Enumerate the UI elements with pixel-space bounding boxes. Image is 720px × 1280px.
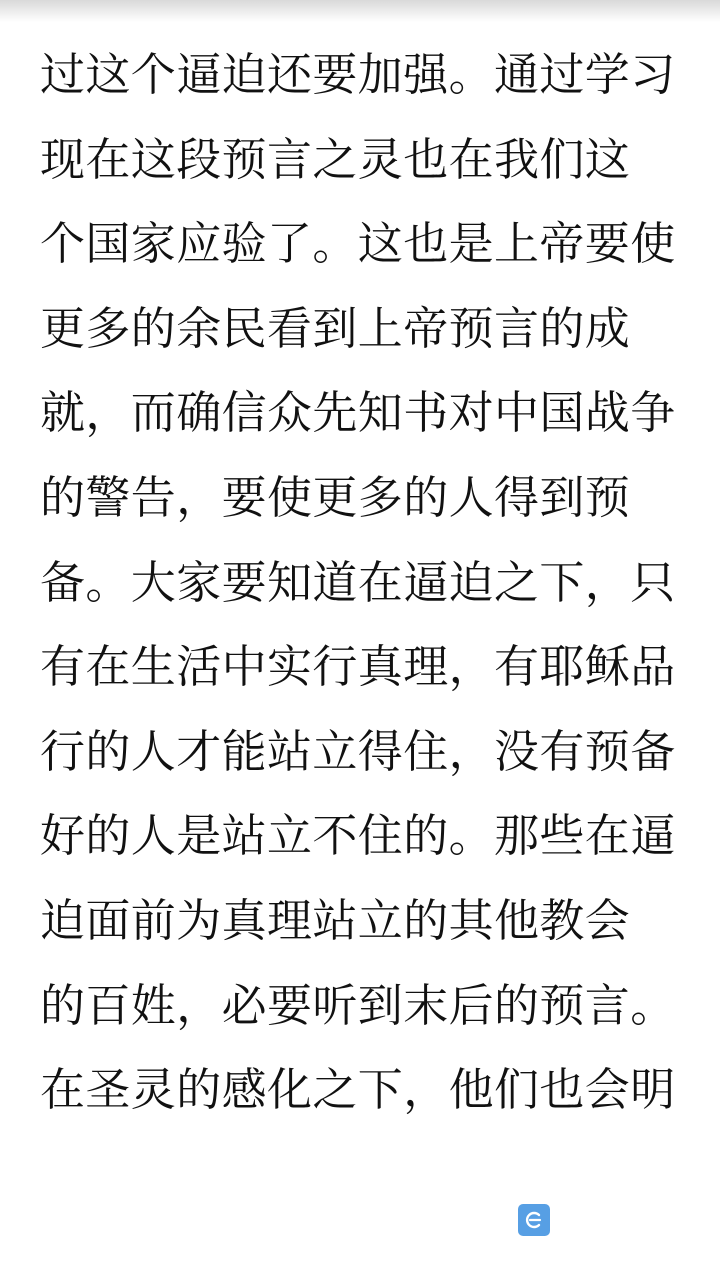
text-line: 就，而确信众先知书对中国战争 [40, 386, 676, 440]
text-line: 有在生活中实行真理，有耶稣品 [40, 640, 676, 694]
text-line: 过这个逼迫还要加强。通过学习 [40, 48, 676, 101]
text-line: 更多的余民看到上帝预言的成 [40, 301, 631, 355]
app-logo-glyph [523, 1209, 545, 1231]
text-line: 的警告，要使更多的人得到预 [40, 470, 631, 524]
text-line: 行的人才能站立得住，没有预备 [40, 724, 676, 778]
text-line: 的百姓，必要听到末后的预言。 [40, 978, 676, 1032]
article-text[interactable] [40, 33, 690, 1133]
text-line: 现在这段预言之灵也在我们这 [40, 132, 631, 186]
text-line: 在圣灵的感化之下，他们也会明 [40, 1063, 676, 1117]
top-edge-shadow [0, 0, 720, 22]
text-line: 备。大家要知道在逼迫之下，只 [40, 555, 676, 609]
text-line: 个国家应验了。这也是上帝要使 [40, 217, 676, 271]
text-line: 好的人是站立不住的。那些在逼 [40, 809, 676, 863]
text-line: 迫面前为真理站立的其他教会 [40, 893, 631, 947]
app-logo-icon [518, 1204, 550, 1236]
